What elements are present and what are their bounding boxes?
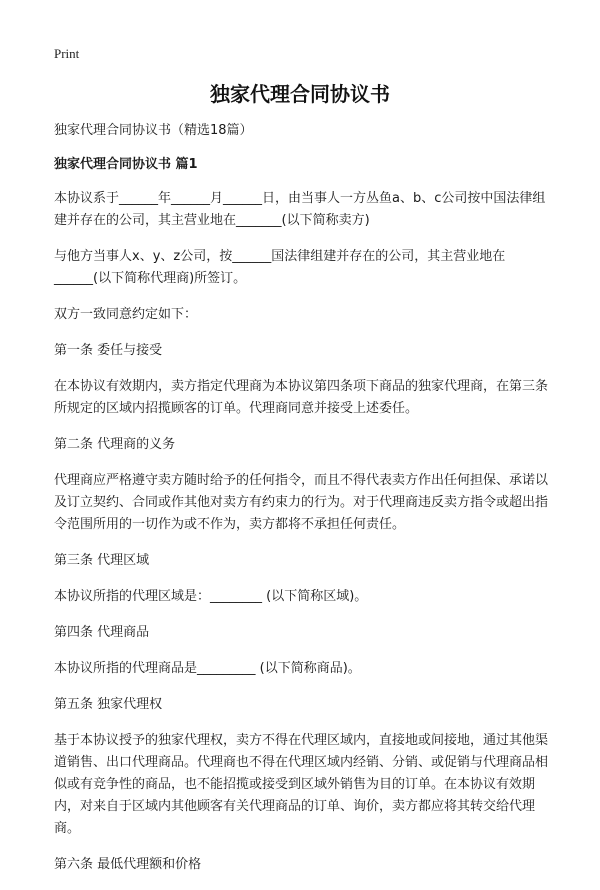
section-4-body: 本协议所指的代理商品是_________ (以下简称商品)。 [54, 661, 361, 676]
section-1-title: 第一条 委任与接受 [54, 343, 163, 358]
intro-paragraph-1: 本协议系于______年______月______日，由当事人一方丛鱼a、b、c公司按中国法律组建并存在的公司，其主营业地在_______(以下简称卖方) [54, 191, 546, 228]
section-4-title: 第四条 代理商品 [54, 625, 150, 640]
section-5-title: 第五条 独家代理权 [54, 697, 163, 712]
section-3-title: 第三条 代理区域 [54, 553, 150, 568]
section-2-title: 第二条 代理商的义务 [54, 437, 176, 452]
section-1-body: 在本协议有效期内，卖方指定代理商为本协议第四条项下商品的独家代理商，在第三条所规定的区域内招揽顾客的订单。代理商同意并接受上述委任。 [54, 379, 549, 416]
intro-paragraph-2: 与他方当事人x、y、z公司，按______国法律组建并存在的公司，其主营业地在______(以下简称代理商)所签订。 [54, 249, 506, 286]
section-5-body: 基于本协议授予的独家代理权，卖方不得在代理区域内，直接地或间接地，通过其他渠道销售、出口代理商品。代理商也不得在代理区域内经销、分销、或促销与代理商品相似或有竞争性的商品，也不能招揽或接受到区域外销售为目的订单。在本协议有效期内，对来自于区域内其他顾客有关代理商品的订单、询价，卖方都应将其转交给代理商。 [54, 733, 549, 836]
agreement-statement: 双方一致同意约定如下： [54, 307, 198, 322]
section-3-body: 本协议所指的代理区域是：________ (以下简称区域)。 [54, 589, 368, 604]
section-6-title: 第六条 最低代理额和价格 [54, 857, 202, 872]
document-subtitle: 独家代理合同协议书（精选18篇） [54, 123, 253, 138]
print-link[interactable]: Print [54, 46, 80, 61]
article-heading: 独家代理合同协议书 篇1 [54, 157, 198, 172]
document-title: 独家代理合同协议书 [210, 82, 390, 106]
document-body [54, 120, 554, 890]
section-2-body: 代理商应严格遵守卖方随时给予的任何指令，而且不得代表卖方作出任何担保、承诺以及订立契约、合同或作其他对卖方有约束力的行为。对于代理商违反卖方指令或超出指令范围所用的一切作为或不作为，卖方都将不承担任何责任。 [54, 473, 549, 532]
